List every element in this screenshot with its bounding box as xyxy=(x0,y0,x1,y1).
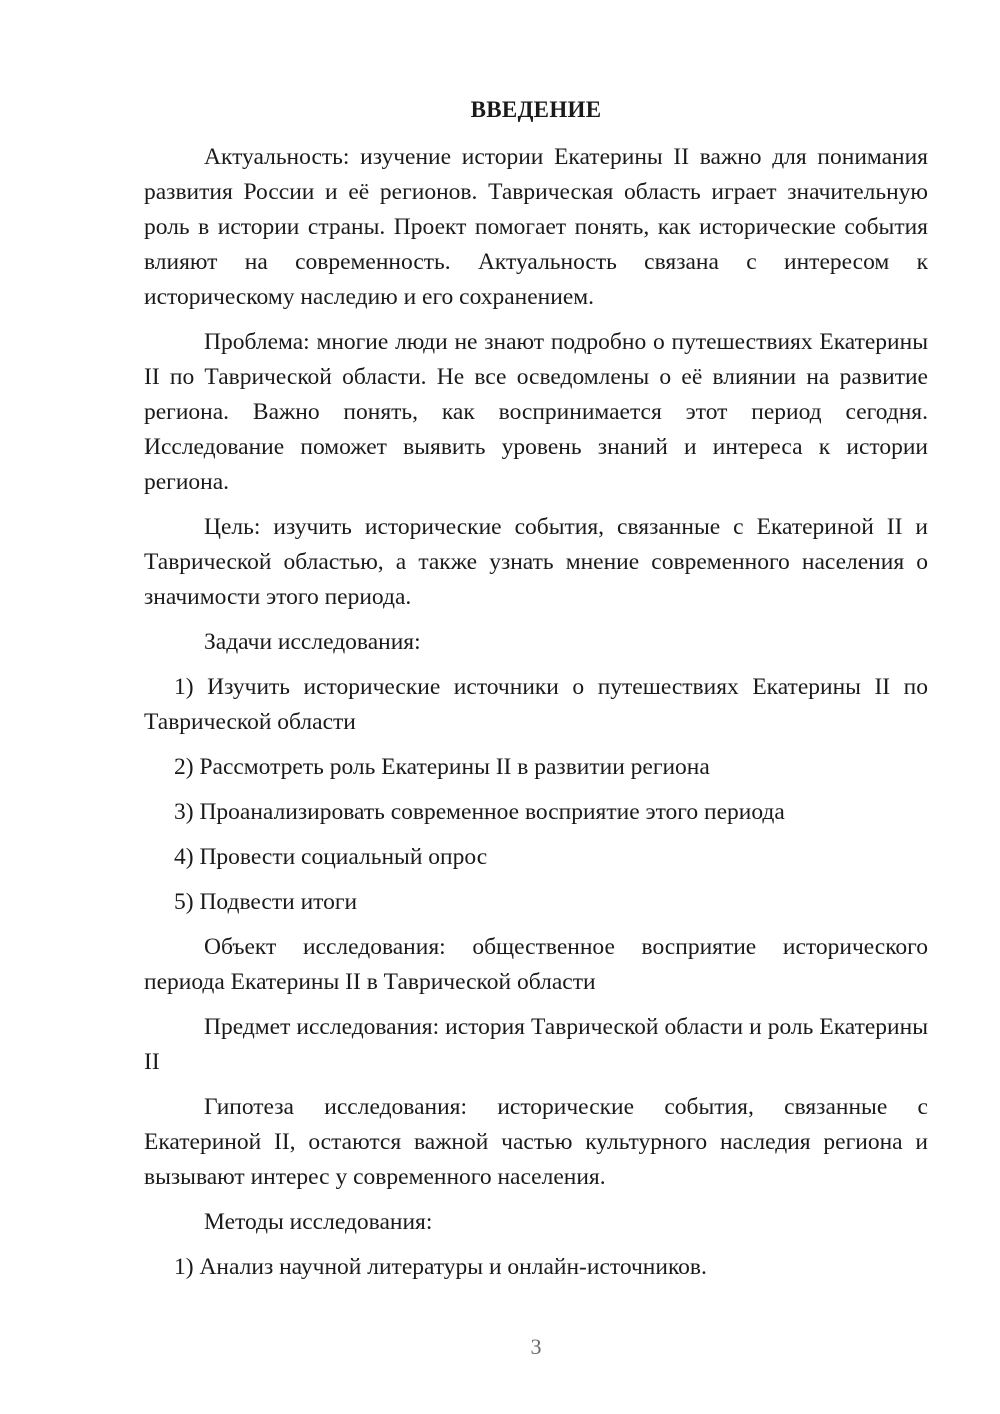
section-title: ВВЕДЕНИЕ xyxy=(470,97,602,122)
page-number: 3 xyxy=(530,1334,542,1359)
subject-paragraph: Предмет исследования: история Таврической области и роль Екатерины II xyxy=(144,1014,928,1075)
hypothesis-paragraph: Гипотеза исследования: исторические события, связанные с Екатериной II, остаются важной частью культурного наследия региона и вызывают интерес у современного населения. xyxy=(144,1094,928,1190)
task-item: 2) Рассмотреть роль Екатерины II в развитии региона xyxy=(174,754,710,780)
task-item: 1) Изучить исторические источники о путешествиях Екатерины II по Таврической области xyxy=(144,674,928,735)
methods-heading: Методы исследования: xyxy=(204,1209,433,1235)
relevance-paragraph: Актуальность: изучение истории Екатерины II важно для понимания развития России и её регионов. Таврическая область играет значительную роль в истории страны. Проект помогает понять, как исторические события влияют на современность. Актуальность связана с интересом к историческому наследию и его сохранением. xyxy=(144,144,928,310)
task-item: 4) Провести социальный опрос xyxy=(174,844,488,870)
object-paragraph: Объект исследования: общественное восприятие исторического периода Екатерины II в Таврической области xyxy=(144,934,928,995)
task-item: 3) Проанализировать современное восприятие этого периода xyxy=(174,799,785,825)
goal-paragraph: Цель: изучить исторические события, связанные с Екатериной II и Таврической областью, а также узнать мнение современного населения о значимости этого периода. xyxy=(144,514,928,610)
tasks-heading: Задачи исследования: xyxy=(204,629,421,655)
method-item: 1) Анализ научной литературы и онлайн-источников. xyxy=(174,1254,707,1280)
problem-paragraph: Проблема: многие люди не знают подробно о путешествиях Екатерины II по Таврической области. Не все осведомлены о её влиянии на развитие региона. Важно понять, как воспринимается этот период сегодня. Исследование поможет выявить уровень знаний и интереса к истории региона. xyxy=(144,329,928,495)
document-body xyxy=(144,92,928,1295)
task-item: 5) Подвести итоги xyxy=(174,889,358,915)
